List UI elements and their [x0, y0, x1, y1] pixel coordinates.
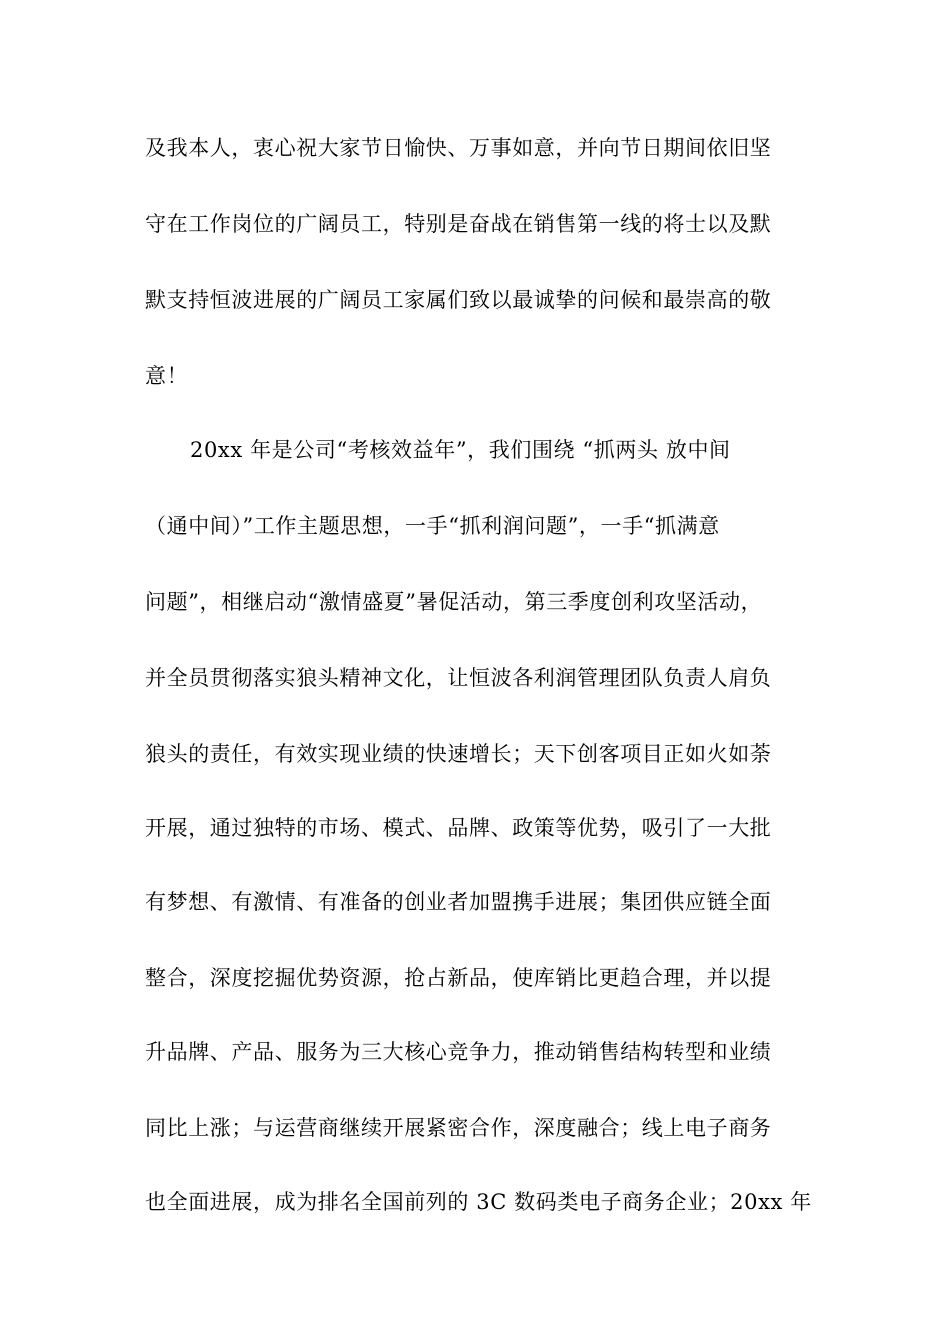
text-line: 默支持恒波进展的广阔员工家属们致以最诚挚的问候和最崇高的敬 — [145, 288, 772, 312]
text-line: 整合，深度挖掘优势资源，抢占新品，使库销比更趋合理，并以提 — [145, 966, 772, 990]
text-line: 狼头的责任，有效实现业绩的快速增长；天下创客项目正如火如荼 — [145, 742, 772, 766]
text-line: 并全员贯彻落实狼头精神文化，让恒波各利润管理团队负责人肩负 — [145, 666, 772, 690]
text-line: 升品牌、产品、服务为三大核心竞争力，推动销售结构转型和业绩 — [145, 1040, 772, 1064]
text-line: 守在工作岗位的广阔员工，特别是奋战在销售第一线的将士以及默 — [145, 212, 772, 236]
text-line: 意！ — [145, 364, 189, 388]
text-line: 开展，通过独特的市场、模式、品牌、政策等优势，吸引了一大批 — [145, 816, 772, 840]
text-line: （通中间）”工作主题思想，一手“抓利润问题”，一手“抓满意 — [145, 514, 720, 538]
text-line: 有梦想、有激情、有准备的创业者加盟携手进展；集团供应链全面 — [145, 890, 772, 914]
text-line: 同比上涨；与运营商继续开展紧密合作，深度融合；线上电子商务 — [145, 1116, 772, 1140]
text-line: 及我本人，衷心祝大家节日愉快、万事如意，并向节日期间依旧坚 — [145, 136, 772, 160]
text-line: 也全面进展，成为排名全国前列的 3C 数码类电子商务企业；20xx 年 — [145, 1190, 812, 1214]
text-line: 问题”，相继启动“激情盛夏”暑促活动，第三季度创利攻坚活动， — [145, 590, 763, 614]
paragraph-first-line: 20xx 年是公司“考核效益年”，我们围绕 “抓两头 放中间 — [190, 438, 731, 462]
